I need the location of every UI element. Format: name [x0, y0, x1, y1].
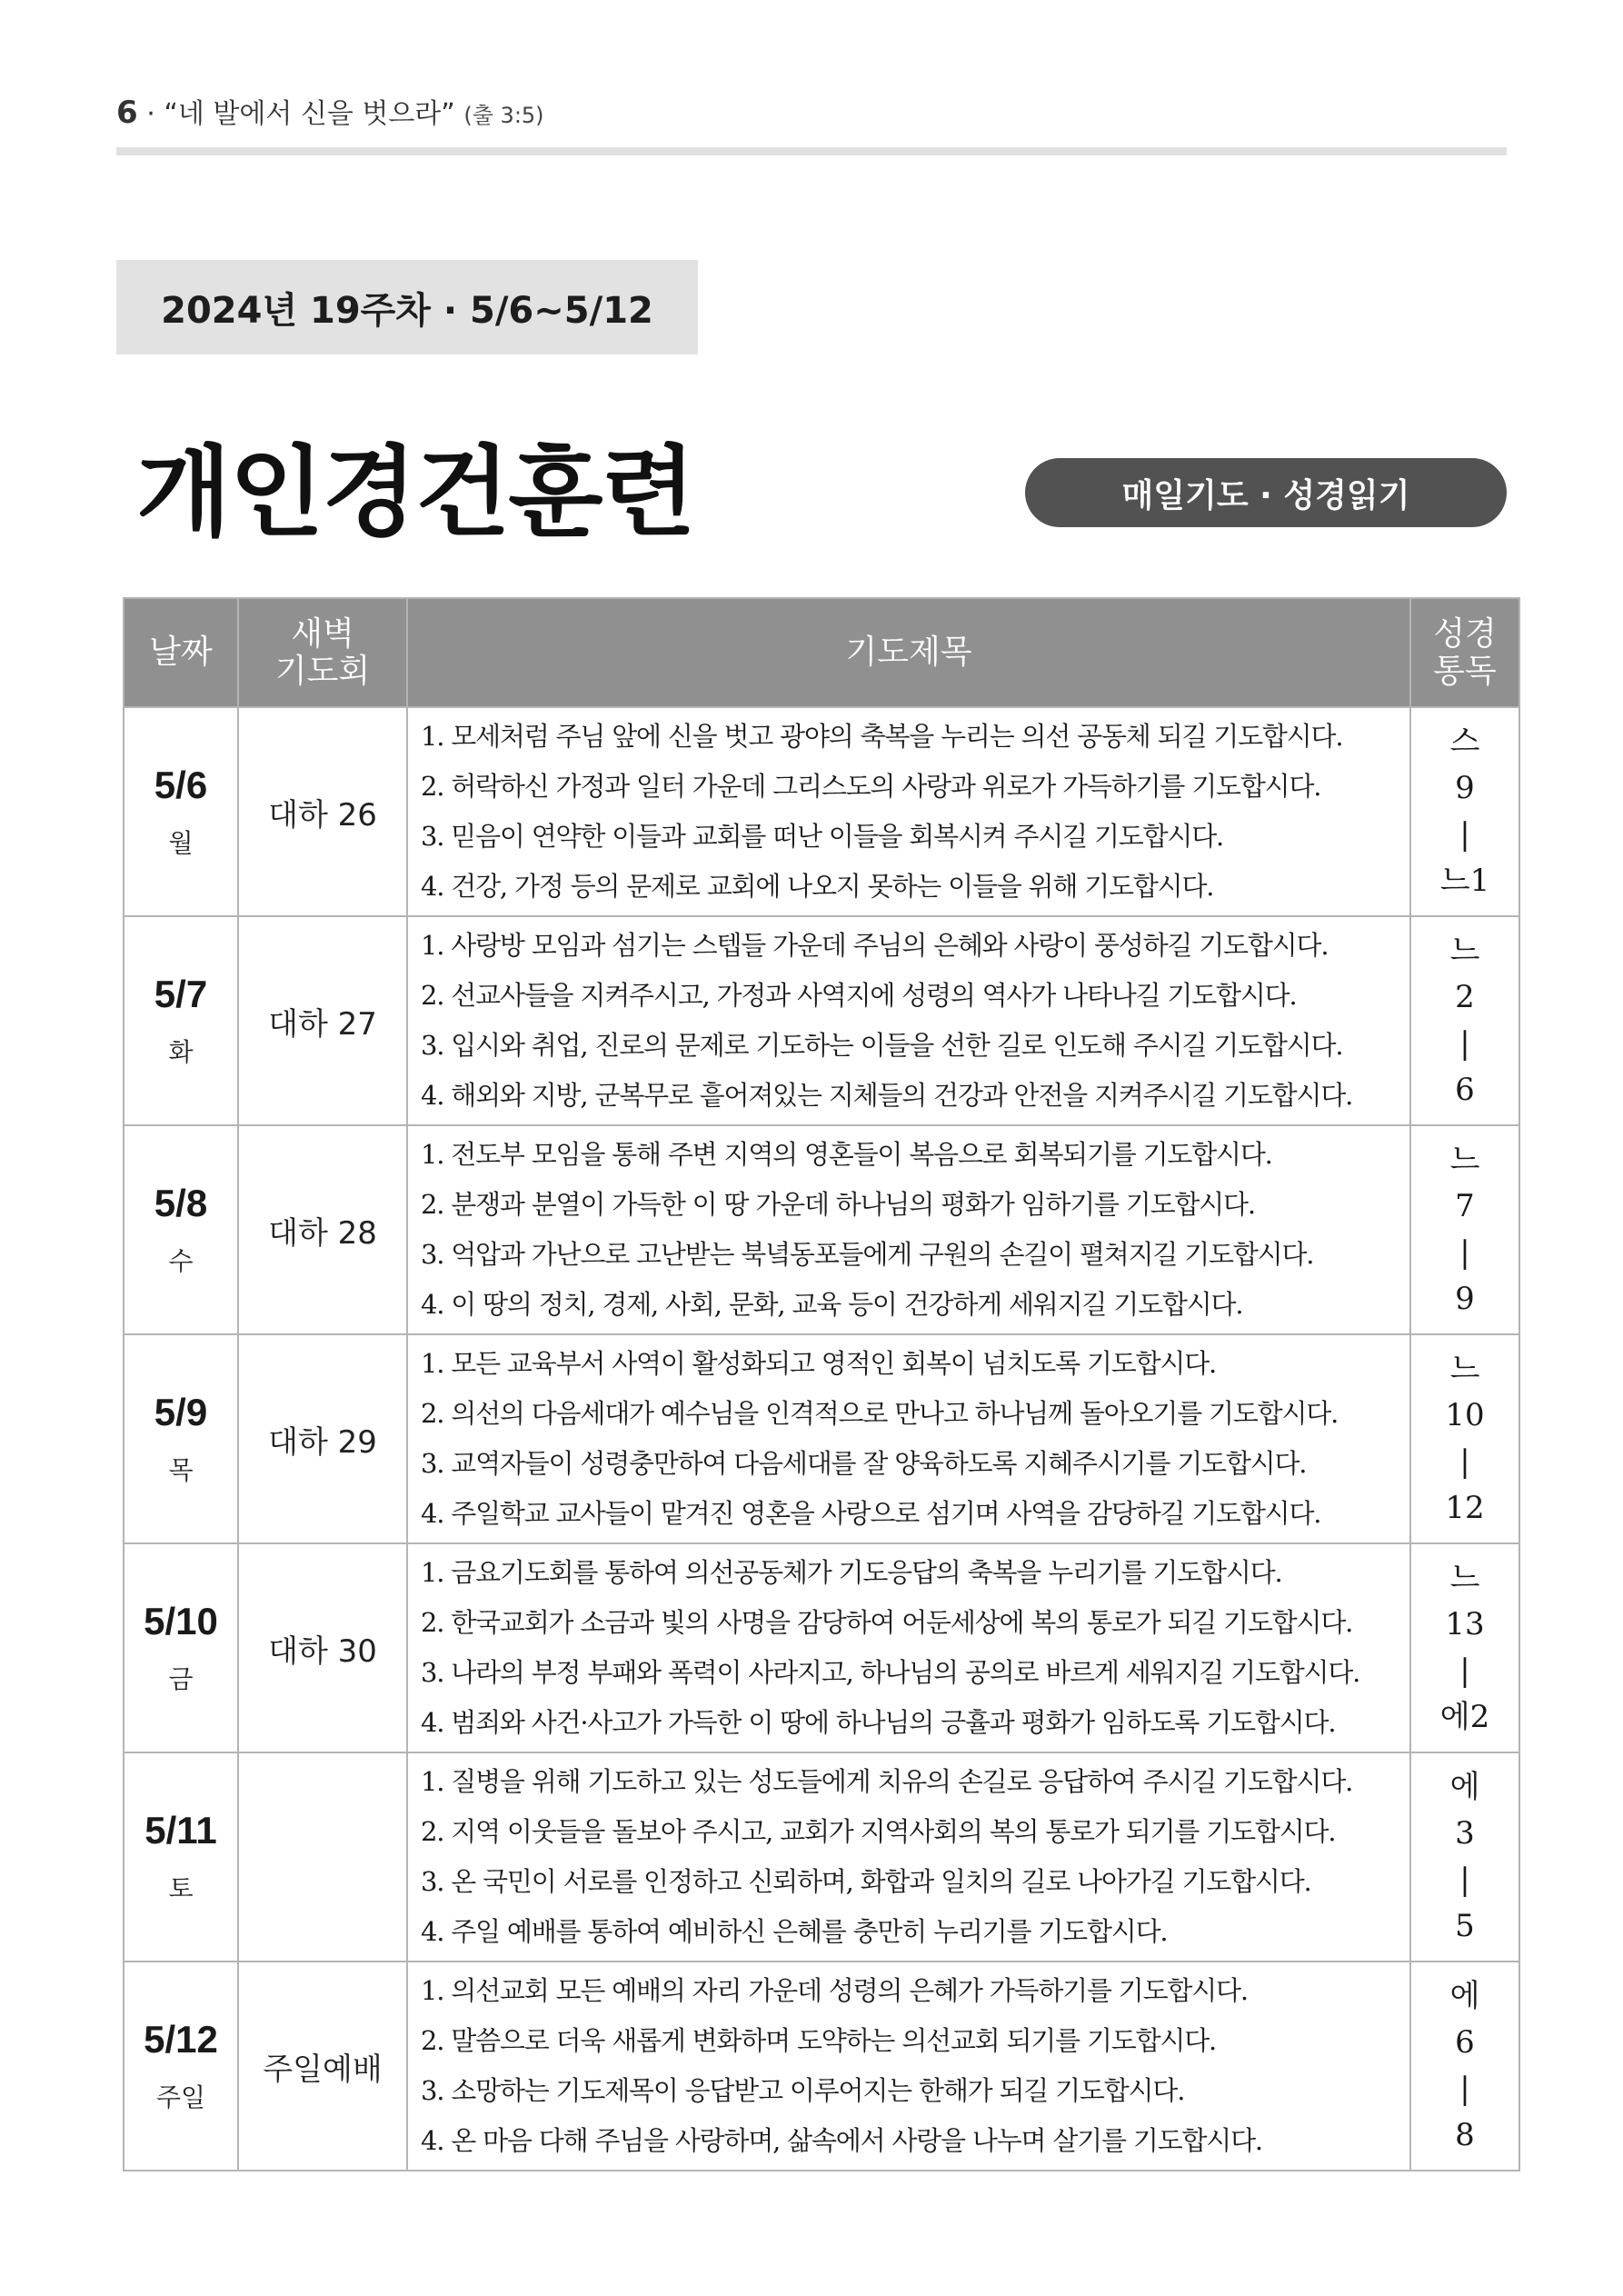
weekday-value: 월: [168, 828, 194, 858]
date-value: 5/6: [154, 764, 208, 806]
weekday-value: 금: [168, 1664, 194, 1694]
prayer-topics-cell: [407, 1125, 1410, 1334]
date-cell: [124, 916, 238, 1125]
date-value: 5/9: [154, 1391, 208, 1433]
bible-book: 느: [1449, 1560, 1480, 1596]
prayer-item: 1. 의선교회 모든 예배의 자리 가운데 성령의 은혜가 가득하기를 기도합시다.: [421, 1975, 1248, 2006]
bible-start: 10: [1445, 1397, 1485, 1433]
prayer-item: 1. 사랑방 모임과 섬기는 스텝들 가운데 주님의 은혜와 사랑이 풍성하길 기도합시다.: [421, 930, 1329, 961]
bible-start: 9: [1455, 770, 1475, 806]
bible-range-bar: |: [1459, 1652, 1470, 1689]
prayer-item: 2. 의선의 다음세대가 예수님을 인격적으로 만나고 하나님께 돌아오기를 기도합시다.: [421, 1398, 1339, 1429]
weekday-value: 토: [168, 1873, 194, 1903]
prayer-item: 2. 분쟁과 분열이 가득한 이 땅 가운데 하나님의 평화가 임하기를 기도합시다.: [421, 1189, 1255, 1220]
header-dawn-line2: 기도회: [274, 653, 371, 690]
table-row: [124, 1543, 1519, 1752]
bible-book: 에: [1449, 1769, 1480, 1805]
prayer-item: 4. 이 땅의 정치, 경제, 사회, 문화, 교육 등이 건강하게 세워지길 기도합시다.: [421, 1289, 1243, 1320]
prayer-item: 3. 교역자들이 성령충만하여 다음세대를 잘 양육하도록 지혜주시기를 기도합시다.: [421, 1448, 1307, 1479]
bible-start: 2: [1455, 979, 1475, 1015]
page-title: 개인경건훈련: [136, 436, 694, 550]
table-row: [124, 1334, 1519, 1543]
header-dawn-prayer: [238, 598, 407, 707]
bible-end: 5: [1455, 1908, 1475, 1944]
prayer-item: 1. 금요기도회를 통하여 의선공동체가 기도응답의 축복을 누리기를 기도합시다.: [421, 1557, 1282, 1588]
date-cell: [124, 1125, 238, 1334]
week-label: 2024년 19주차 · 5/6~5/12: [116, 260, 698, 354]
bible-reading-cell: [1410, 1125, 1519, 1334]
table-row: [124, 916, 1519, 1125]
header-quote: “네 발에서 신을 벗으라”: [164, 98, 455, 130]
prayer-topics-cell: [407, 1752, 1410, 1962]
header-reference: (출 3:5): [463, 103, 544, 128]
prayer-item: 3. 소망하는 기도제목이 응답받고 이루어지는 한해가 되길 기도합시다.: [421, 2075, 1185, 2106]
date-cell: [124, 1543, 238, 1752]
header-bible-reading: [1410, 598, 1519, 707]
header-dawn-line1: 새벽: [291, 614, 354, 653]
dawn-prayer-cell: 대하 29: [238, 1334, 407, 1543]
bible-range-bar: |: [1459, 1025, 1470, 1062]
prayer-item: 3. 억압과 가난으로 고난받는 북녘동포들에게 구원의 손길이 펼쳐지길 기도합시다.: [421, 1239, 1314, 1270]
table-row: [124, 707, 1519, 916]
bible-end: 6: [1455, 1072, 1475, 1108]
date-value: 5/10: [144, 1600, 218, 1642]
bible-range-bar: |: [1459, 2071, 1470, 2107]
prayer-topics-cell: [407, 1543, 1410, 1752]
table-row: [124, 1962, 1519, 2171]
bible-range-bar: |: [1459, 1234, 1470, 1271]
header-prayer-topics: 기도제목: [407, 598, 1410, 707]
weekday-value: 주일: [155, 2082, 206, 2112]
bible-reading-cell: [1410, 1752, 1519, 1962]
bible-reading-cell: [1410, 1962, 1519, 2171]
date-cell: [124, 1334, 238, 1543]
bible-start: 6: [1455, 2024, 1475, 2061]
prayer-topics-cell: [407, 916, 1410, 1125]
subtitle-pill: 매일기도 · 성경읽기: [1025, 458, 1507, 527]
dawn-prayer-cell: [238, 1752, 407, 1962]
table-header-row: [124, 598, 1519, 707]
date-cell: [124, 1752, 238, 1962]
dawn-prayer-cell: 대하 26: [238, 707, 407, 916]
bible-start: 3: [1455, 1815, 1475, 1852]
prayer-topics-cell: [407, 1334, 1410, 1543]
prayer-item: 2. 한국교회가 소금과 빛의 사명을 감당하여 어둔세상에 복의 통로가 되길 기도합시다.: [421, 1607, 1353, 1638]
date-cell: [124, 1962, 238, 2171]
prayer-item: 1. 질병을 위해 기도하고 있는 성도들에게 치유의 손길로 응답하여 주시길 기도합시다.: [421, 1766, 1353, 1797]
bible-end: 8: [1455, 2117, 1475, 2153]
weekday-value: 화: [168, 1037, 194, 1067]
prayer-item: 4. 범죄와 사건·사고가 가득한 이 땅에 하나님의 긍휼과 평화가 임하도록 기도합시다.: [421, 1707, 1336, 1738]
header-divider: [116, 147, 1507, 155]
prayer-item: 4. 주일학교 교사들이 맡겨진 영혼을 사랑으로 섬기며 사역을 감당하길 기도합시다.: [421, 1498, 1321, 1529]
prayer-item: 4. 온 마음 다해 주님을 사랑하며, 삶속에서 사랑을 나누며 살기를 기도합시다.: [421, 2125, 1262, 2156]
prayer-item: 4. 해외와 지방, 군복무로 흩어져있는 지체들의 건강과 안전을 지켜주시길 기도합시다.: [421, 1080, 1353, 1111]
table-row: [124, 1125, 1519, 1334]
bible-range-bar: |: [1459, 1862, 1470, 1898]
bible-start: 7: [1455, 1188, 1475, 1224]
prayer-item: 1. 모든 교육부서 사역이 활성화되고 영적인 회복이 넘치도록 기도합시다.: [421, 1348, 1217, 1379]
bible-reading-cell: [1410, 916, 1519, 1125]
prayer-item: 3. 온 국민이 서로를 인정하고 신뢰하며, 화합과 일치의 길로 나아가길 기도합시다.: [421, 1866, 1311, 1897]
prayer-item: 3. 나라의 부정 부패와 폭력이 사라지고, 하나님의 공의로 바르게 세워지길 기도합시다.: [421, 1657, 1360, 1688]
bible-reading-cell: [1410, 1334, 1519, 1543]
date-value: 5/8: [154, 1182, 208, 1224]
bible-book: 에: [1449, 1978, 1480, 2014]
weekday-value: 목: [168, 1455, 194, 1485]
prayer-item: 2. 말씀으로 더욱 새롭게 변화하며 도약하는 의선교회 되기를 기도합시다.: [421, 2025, 1217, 2056]
prayer-item: 2. 선교사들을 지켜주시고, 가정과 사역지에 성령의 역사가 나타나길 기도합시다.: [421, 980, 1297, 1011]
prayer-item: 4. 주일 예배를 통하여 예비하신 은혜를 충만히 누리기를 기도합시다.: [421, 1916, 1168, 1947]
bible-book: 느: [1449, 1351, 1480, 1387]
bible-range-bar: |: [1459, 816, 1470, 853]
prayer-item: 3. 믿음이 연약한 이들과 교회를 떠난 이들을 회복시켜 주시길 기도합시다.: [421, 821, 1224, 852]
dawn-prayer-cell: 대하 27: [238, 916, 407, 1125]
page-number: 6: [116, 95, 138, 131]
date-cell: [124, 707, 238, 916]
date-value: 5/11: [144, 1809, 217, 1852]
dawn-prayer-cell: 대하 30: [238, 1543, 407, 1752]
prayer-schedule-table: [123, 597, 1520, 2171]
prayer-topics-cell: [407, 707, 1410, 916]
bible-end: 에2: [1439, 1699, 1490, 1735]
weekday-value: 수: [168, 1246, 194, 1276]
prayer-topics-cell: [407, 1962, 1410, 2171]
header-bible-line2: 통독: [1433, 653, 1497, 690]
bible-reading-cell: [1410, 707, 1519, 916]
dawn-prayer-cell: 주일예배: [238, 1962, 407, 2171]
date-value: 5/12: [144, 2018, 218, 2061]
bible-reading-cell: [1410, 1543, 1519, 1752]
date-value: 5/7: [154, 973, 208, 1015]
dawn-prayer-cell: 대하 28: [238, 1125, 407, 1334]
bible-end: 느1: [1439, 863, 1490, 899]
prayer-item: 1. 전도부 모임을 통해 주변 지역의 영혼들이 복음으로 회복되기를 기도합시다.: [421, 1139, 1272, 1170]
prayer-item: 4. 건강, 가정 등의 문제로 교회에 나오지 못하는 이들을 위해 기도합시다.: [421, 871, 1214, 902]
bible-book: 스: [1449, 724, 1480, 760]
bible-end: 12: [1445, 1490, 1485, 1526]
bible-book: 느: [1449, 933, 1480, 969]
bible-start: 13: [1445, 1606, 1485, 1642]
prayer-item: 3. 입시와 취업, 진로의 문제로 기도하는 이들을 선한 길로 인도해 주시길 기도합시다.: [421, 1030, 1343, 1061]
header-date: 날짜: [124, 598, 238, 707]
header-separator: ·: [146, 98, 155, 130]
bible-range-bar: |: [1459, 1443, 1470, 1480]
bible-end: 9: [1455, 1281, 1475, 1317]
prayer-item: 2. 지역 이웃들을 돌보아 주시고, 교회가 지역사회의 복의 통로가 되기를 기도합시다.: [421, 1816, 1336, 1847]
bible-book: 느: [1449, 1142, 1480, 1178]
header-bible-line1: 성경: [1433, 614, 1497, 653]
prayer-item: 1. 모세처럼 주님 앞에 신을 벗고 광야의 축복을 누리는 의선 공동체 되길 기도합시다.: [421, 721, 1343, 752]
page-header: [116, 91, 544, 131]
table-row: [124, 1752, 1519, 1962]
prayer-item: 2. 허락하신 가정과 일터 가운데 그리스도의 사랑과 위로가 가득하기를 기도합시다.: [421, 771, 1321, 802]
